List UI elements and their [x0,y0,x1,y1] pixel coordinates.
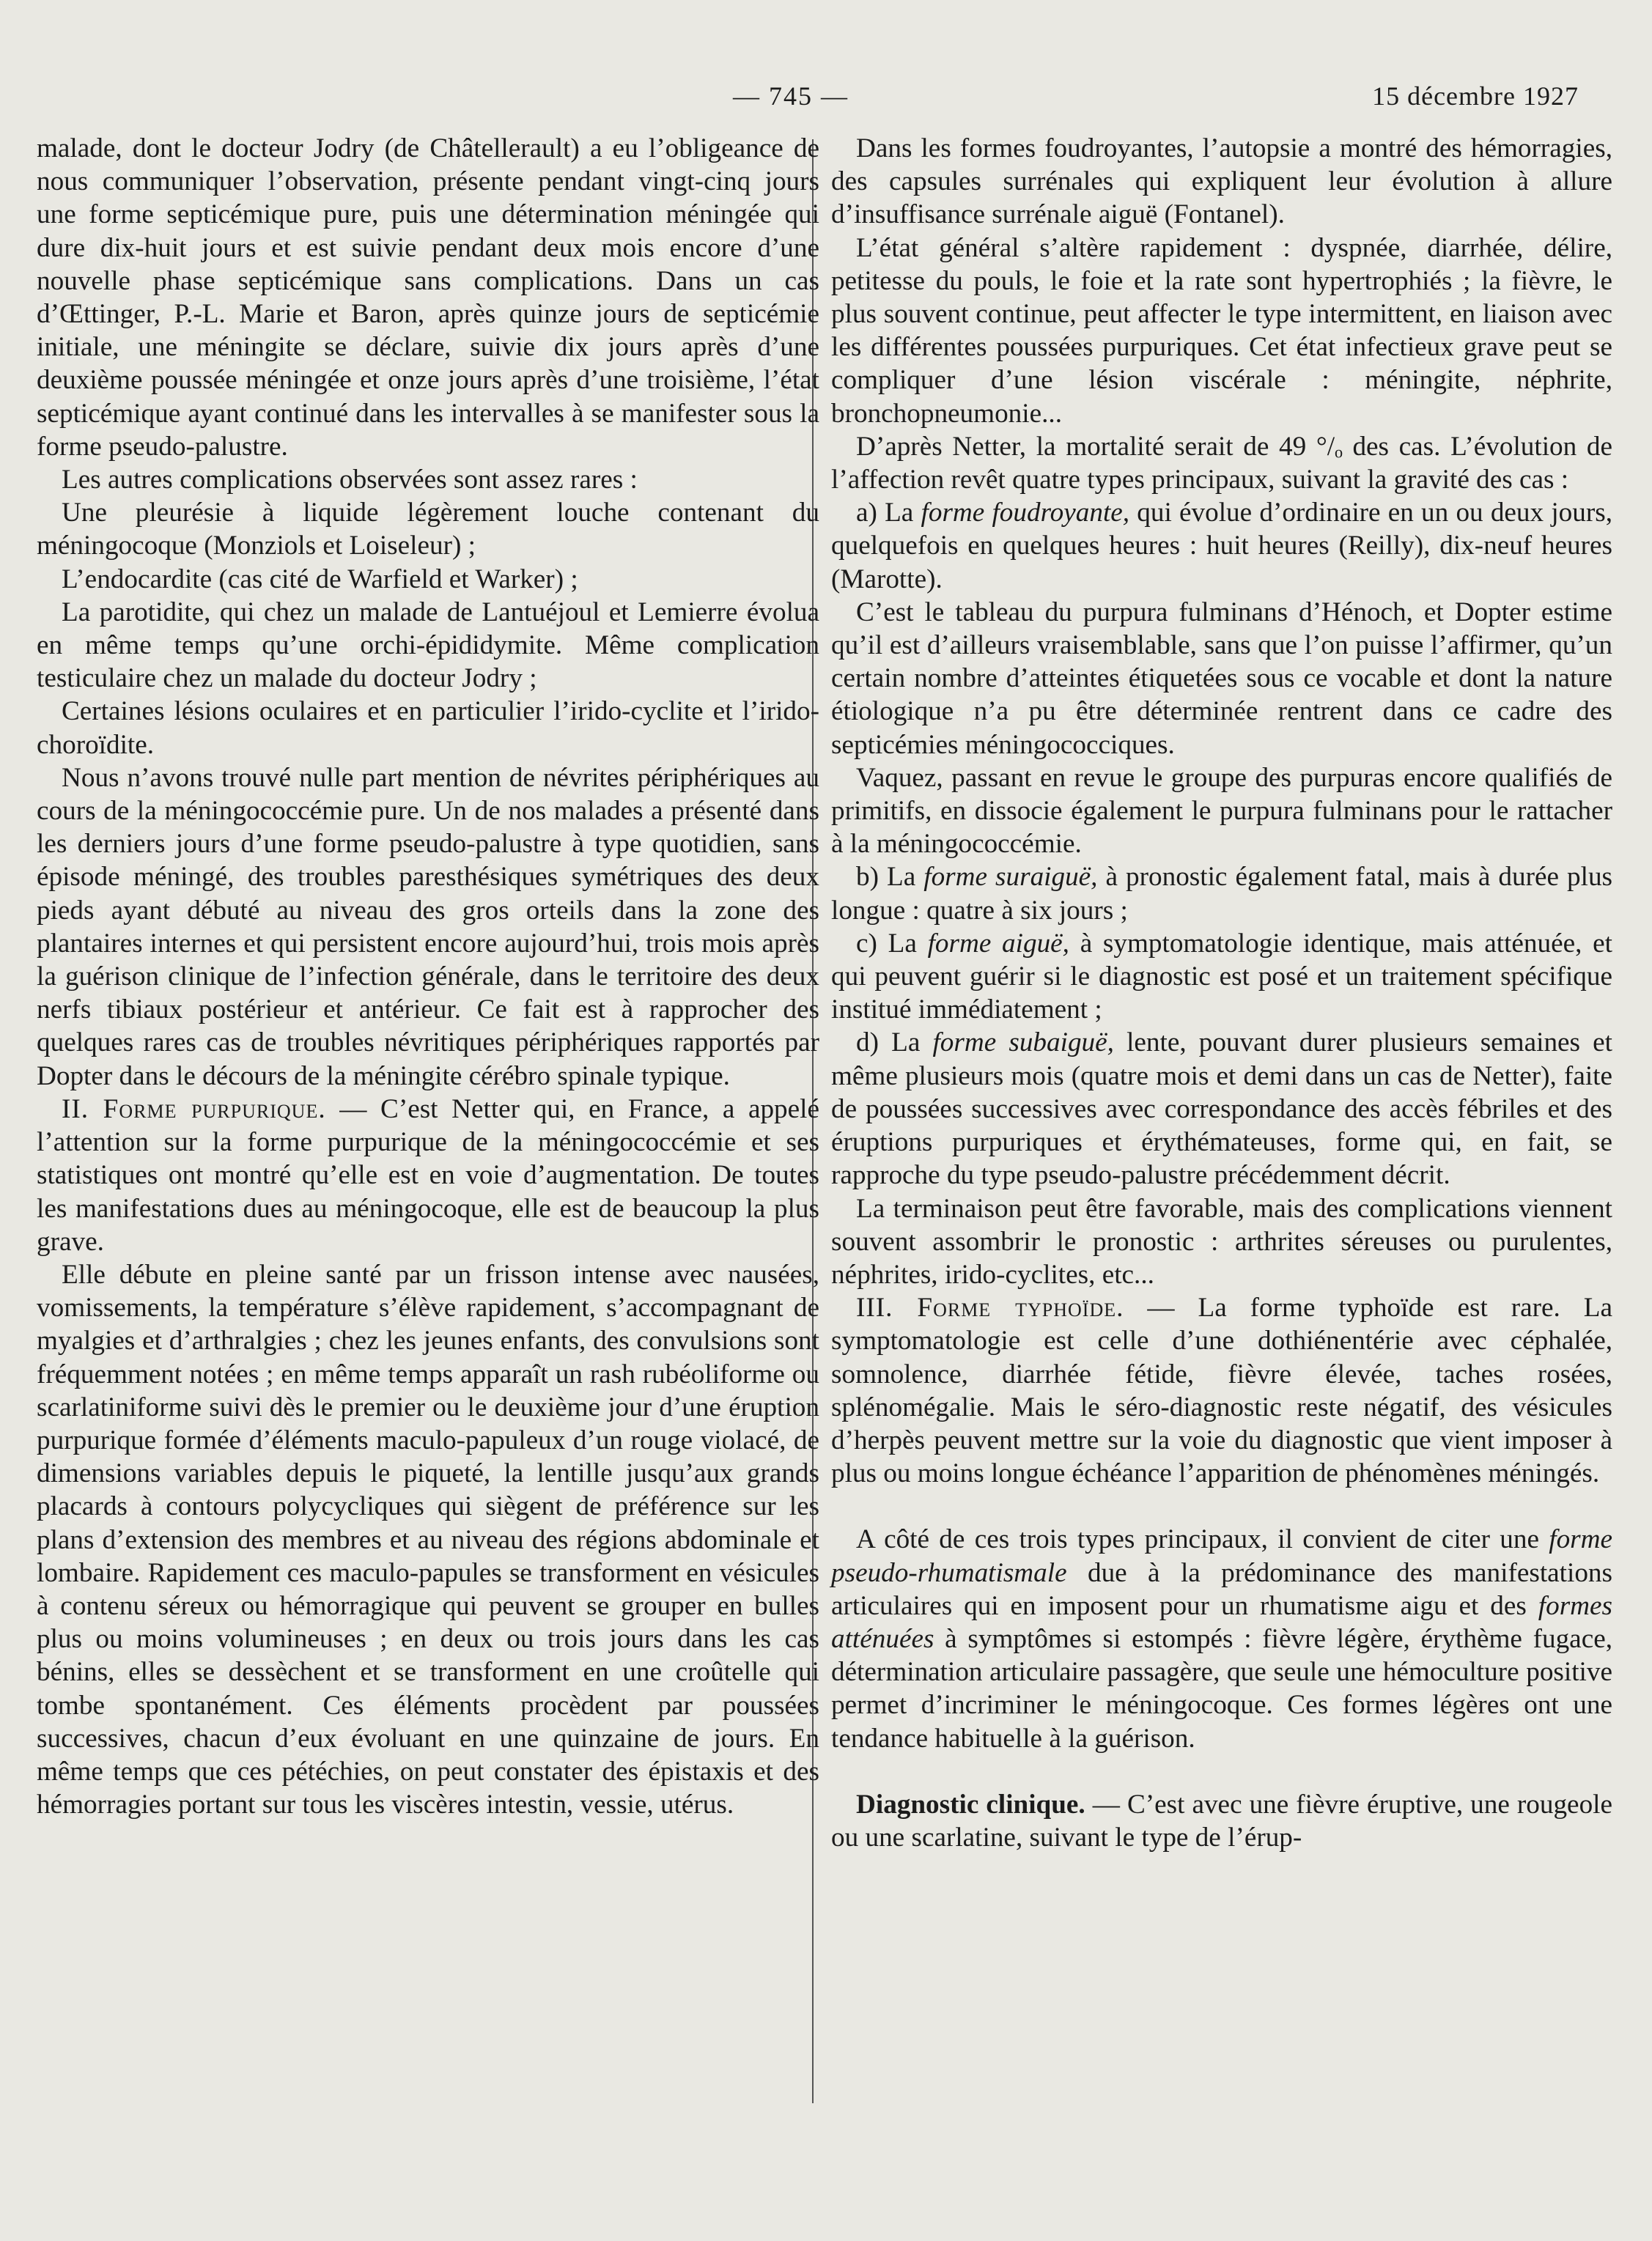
paragraph: Les autres complications observées sont assez rares : [62,465,638,495]
paragraph: Elle débute en pleine santé par un frisson intense avec nausées, vomissements, la température s’élève rapidement, s’accompagnant de myalgies et d’arthralgies ; chez les jeunes enfants, des convulsions sont fréquemment notées ; en même temps apparaît un rash rubéoliforme ou scarlatiniforme suivi dès le premier ou le deuxième jour d’une éruption purpurique formée d’éléments maculo-papuleux d’un rouge violacé, de dimensions variables depuis le piqueté, la lentille jusqu’aux grands placards à contours polycycliques qui siègent de préférence sur les plans d’extension des membres et au niveau des régions abdominale et lombaire. Rapidement ces maculo-papules se transforment en vésicules à contenu séreux ou hémorragique qui peuvent se grouper en bulles plus ou moins volumineuses ; en deux ou trois jours dans les cas bénins, elles se dessèchent et se transforment en une croûtelle qui tombe spontanément. Ces éléments procèdent par poussées successives, chacun d’eux évoluant en une quinzaine de jours. En même temps que ces pétéchies, on peut constater des épistaxis et des hémorragies portant sur tous les viscères intestin, vessie, utérus. [37,1259,819,1820]
list-item [831,496,1612,596]
paragraph: Certaines lésions oculaires et en particulier l’irido-cyclite et l’irido-choroïdite. [37,696,819,760]
list-marker: d) La [856,1027,933,1058]
list-marker: a) La [856,498,921,528]
list-marker: b) La [856,862,924,893]
list-text: lente, pouvant durer plusieurs semaines et même plusieurs mois (quatre mois et demi dans un cas de Netter), faite de poussées successives avec correspondance des accès fébriles et des éruptions purpuriques et érythémateuses, forme qui, en fait, se rapproche du type pseudo-palustre précédemment décrit. [831,1027,1612,1191]
list-text: qui évolue d’ordinaire en un ou deux jours, quelquefois en quelques heures : huit heures (Reilly), dix-neuf heures (Marotte). [831,498,1612,594]
paragraph: L’endocardite (cas cité de Warfield et Warker) ; [62,564,578,594]
section-heading: Diagnostic clinique. [856,1789,1085,1820]
text-run: due à la prédominance des manifestations articulaires qui en imposent pour un rhumatisme aigu et des [831,1557,1612,1621]
form-name: forme subaiguë, [932,1027,1114,1058]
text-run: à symptômes si estompés : fièvre légère, érythème fugace, détermination articulaire passagère, que seule une hémoculture positive permet d’incriminer le méningocoque. Ces formes légères ont une tendance habituelle à la guérison. [831,1623,1612,1754]
paragraph: L’état général s’altère rapidement : dyspnée, diarrhée, délire, petitesse du pouls, le foie et la rate sont hypertrophiés ; la fièvre, le plus souvent continue, peut affecter le type intermittent, en liaison avec les différentes poussées purpuriques. Cet état infectieux grave peut se compliquer d’une lésion viscérale : méningite, néphrite, bronchopneumonie... [831,232,1612,429]
section-text: — C’est avec une fièvre éruptive, une rougeole ou une scarlatine, suivant le type de l’érup- [831,1789,1612,1853]
section-paragraph [831,1788,1612,1854]
paragraph: Nous n’avons trouvé nulle part mention de névrites périphériques au cours de la méningococcémie pure. Un de nos malades a présenté dans les derniers jours d’une forme pseudo-palustre à type quotidien, sans épisode méningé, des troubles paresthésiques symétriques des deux pieds ayant débuté au niveau des gros orteils dans la zone des plantaires internes et qui persistent encore aujourd’hui, trois mois après la guérison clinique de l’infection générale, dans le territoire des deux nerfs tibiaux postérieur et antérieur. Ce fait est à rapprocher des quelques rares cas de troubles névritiques périphériques rapportés par Dopter dans le décours de la méningite cérébro spinale typique. [37,762,819,1091]
section-paragraph [831,1291,1612,1490]
paragraph: Dans les formes foudroyantes, l’autopsie a montré des hémorragies, des capsules surrénales qui expliquent leur évolution à allure d’insuffisance surrénale aiguë (Fontanel). [831,133,1612,230]
issue-date: 15 décembre 1927 [1372,81,1579,111]
text-run: A côté de ces trois types principaux, il convient de citer une [856,1524,1549,1555]
left-column [37,132,819,1821]
list-marker: c) La [856,928,928,959]
page-number: — 745 — [733,81,849,111]
list-text: à pronostic également fatal, mais à durée plus longue : quatre à six jours ; [831,862,1613,926]
paragraph [831,1523,1612,1754]
section-heading: II. Forme purpurique. [62,1093,326,1124]
right-column [831,132,1612,1854]
paragraph: La terminaison peut être favorable, mais des complications viennent souvent assombrir le pronostic : arthrites séreuses ou purulentes, néphrites, irido-cyclites, etc... [831,1193,1612,1290]
form-name: forme aiguë, [927,928,1069,959]
list-item [831,1026,1612,1192]
paragraph: C’est le tableau du purpura fulminans d’Hénoch, et Dopter estime qu’il est d’ailleurs vraisemblable, sans que l’on puisse l’affirmer, qu’un certain nombre d’atteintes étiquetées sous ce vocable et dont la nature étiologique n’a pu être déterminée rentrent dans ce cadre des septicémies méningococciques. [831,597,1612,760]
form-name: forme foudroyante, [921,498,1130,528]
form-name: forme suraiguë, [923,862,1098,893]
section-text: — La forme typhoïde est rare. La symptomatologie est celle d’une dothiénentérie avec céphalée, somnolence, diarrhée fétide, fièvre élevée, taches rosées, splénomégalie. Mais le séro-diagnostic reste négatif, des vésicules d’herpès peuvent mettre sur la voie du diagnostic que vient imposer à plus ou moins longue échéance l’apparition de phénomènes méningés. [831,1293,1612,1489]
page-header [0,76,1652,120]
form-name: formes atténuées [831,1590,1612,1654]
section-text: — C’est Netter qui, en France, a appelé l’attention sur la forme purpurique de la méningococcémie et ses statistiques ont montré qu’elle est en voie d’augmentation. De toutes les manifestations dues au méningocoque, elle est de beaucoup la plus grave. [37,1093,819,1257]
section-paragraph [37,1093,819,1258]
paragraph: Une pleurésie à liquide légèrement louche contenant du méningocoque (Monziols et Loiseleur) ; [37,498,819,561]
list-item [831,927,1612,1027]
list-item [831,860,1612,926]
paragraph: La parotidite, qui chez un malade de Lantuéjoul et Lemierre évolua en même temps qu’une orchi-épididymite. Même complication testiculaire chez un malade du docteur Jodry ; [37,597,819,694]
paragraph: malade, dont le docteur Jodry (de Châtellerault) a eu l’obligeance de nous communiquer l’observation, présente pendant vingt-cinq jours une forme septicémique pure, puis une détermination méningée qui dure dix-huit jours et est suivie pendant deux mois encore d’une nouvelle phase septicémique sans complications. Dans un cas d’Œttinger, P.-L. Marie et Baron, après quinze jours de septicémie initiale, une méningite se déclare, suivie dix jours après d’une deuxième poussée méningée et onze jours après d’une troisième, l’état septicémique ayant continué dans les intervalles à se manifester sous la forme pseudo-palustre. [37,133,819,462]
paragraph: D’après Netter, la mortalité serait de 49 °/ₒ des cas. L’évolution de l’affection revêt quatre types principaux, suivant la gravité des cas : [831,431,1612,495]
paragraph: Vaquez, passant en revue le groupe des purpuras encore qualifiés de primitifs, en dissocie également le purpura fulminans pour le rattacher à la méningococcémie. [831,762,1612,860]
form-name: forme pseudo-rhumatismale [831,1524,1612,1588]
section-heading: III. Forme typhoïde. [856,1293,1124,1323]
list-text: à symptomatologie identique, mais atténuée, et qui peuvent guérir si le diagnostic est posé et un traitement spécifique institué immédiatement ; [831,928,1612,1025]
